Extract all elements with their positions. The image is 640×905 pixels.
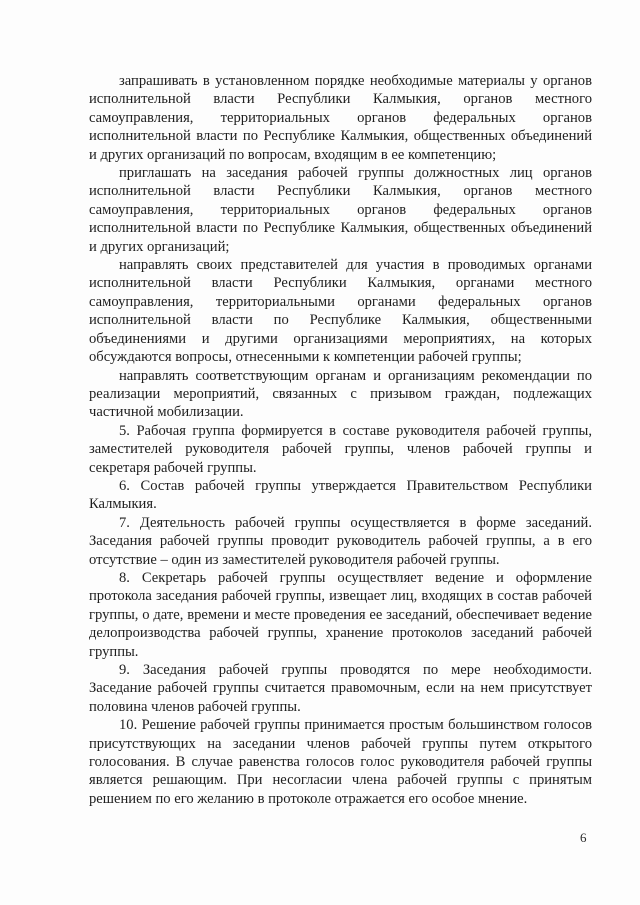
- page-number: 6: [580, 830, 587, 845]
- document-body: [89, 72, 592, 808]
- paragraph-send-recommendations: направлять соответствующим органам и организациям рекомендации по реализации мероприятий, связанных с призывом граждан, подлежащих частичной мобилизации.: [89, 367, 592, 421]
- paragraph-item-9: 9. Заседания рабочей группы проводятся по мере необходимости. Заседание рабочей группы считается правомочным, если на нем присутствует половина членов рабочей группы.: [89, 662, 592, 715]
- paragraph-invite-officials: приглашать на заседания рабочей группы должностных лиц органов исполнительной власти Республики Калмыкия, органов местного самоуправления, территориальных органов федеральных органов исполнительной власти по Республике Калмыкия, общественных объединений и других организаций;: [89, 165, 592, 255]
- paragraph-item-7: 7. Деятельность рабочей группы осуществляется в форме заседаний. Заседания рабочей группы проводит руководитель рабочей группы, а в его отсутствие – один из заместителей руководителя рабочей группы.: [89, 514, 592, 568]
- paragraph-item-8: 8. Секретарь рабочей группы осуществляет ведение и оформление протокола заседания рабочей группы, извещает лиц, входящих в состав рабочей группы, о дате, времени и месте проведения ее заседаний, обеспечивает ведение делопроизводства рабочей группы, хранение протоколов заседаний рабочей группы.: [89, 569, 592, 660]
- paragraph-item-5: 5. Рабочая группа формируется в составе руководителя рабочей группы, заместителей руководителя рабочей группы, членов рабочей группы и секретаря рабочей группы.: [89, 422, 592, 476]
- paragraph-item-6: 6. Состав рабочей группы утверждается Правительством Республики Калмыкия.: [89, 477, 592, 513]
- paragraph-send-representatives: направлять своих представителей для участия в проводимых органами исполнительной власти Республики Калмыкия, органами местного самоуправления, территориальными органами федеральных органов исполнительной власти по Республике Калмыкия, общественными объединениями и другими организациями мероприятиях, на которых обсуждаются вопросы, отнесенными к компетенции рабочей группы;: [89, 257, 592, 366]
- paragraph-item-10: 10. Решение рабочей группы принимается простым большинством голосов присутствующих на заседании членов рабочей группы путем открытого голосования. В случае равенства голосов голос руководителя рабочей группы является решающим. При несогласии члена рабочей группы с принятым решением по его желанию в протоколе отражается его особое мнение.: [89, 717, 592, 807]
- paragraph-request-materials: запрашивать в установленном порядке необходимые материалы у органов исполнительной власти Республики Калмыкия, органов местного самоуправления, территориальных органов федеральных органов исполнительной власти по Республике Калмыкия, общественных объединений и других организаций по вопросам, входящим в ее компетенцию;: [89, 73, 592, 163]
